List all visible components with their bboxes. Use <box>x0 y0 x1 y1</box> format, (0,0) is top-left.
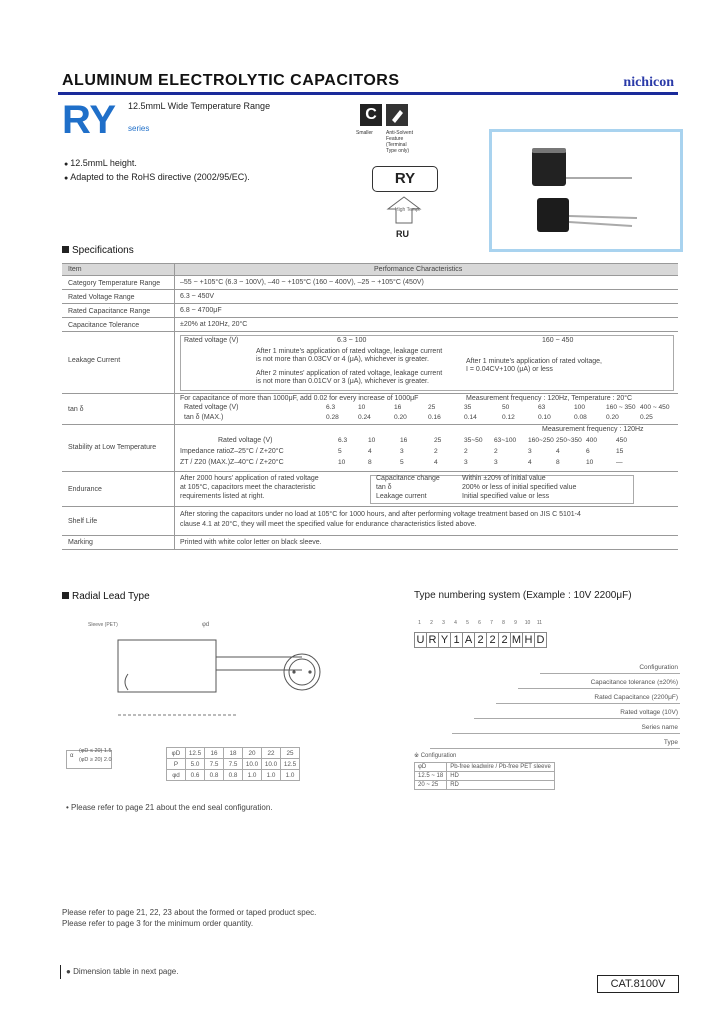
type-legend-item: Rated Capacitance (2200μF) <box>594 694 678 701</box>
dim-cell: 22 <box>262 748 281 759</box>
type-legend-line <box>496 703 680 704</box>
dim-cell: 12.5 <box>186 748 205 759</box>
tan-value-cell: 0.14 <box>464 414 477 421</box>
stab-cell: 160~250 <box>528 437 554 444</box>
stab-cell: 63~100 <box>494 437 517 444</box>
stab-imp-label: Impedance ratio <box>180 448 231 455</box>
tan-voltage-cell: 160 ~ 350 <box>606 404 636 411</box>
dimension-note-text: Dimension table in next page. <box>73 967 179 976</box>
series-badge: RY <box>372 166 438 192</box>
config-table <box>414 762 555 790</box>
tan-voltage-cell: 100 <box>574 404 586 411</box>
leakage-line4: is not more than 0.01CV or 3 (μA), whichever is greater. <box>256 378 429 385</box>
type-index: 4 <box>454 620 457 626</box>
stab-cell: 10 <box>368 437 376 444</box>
type-index: 11 <box>536 620 543 626</box>
config-cell: 20 ~ 25 <box>415 781 447 790</box>
dim-cell: 18 <box>224 748 243 759</box>
config-cell: φD <box>415 763 447 772</box>
config-cell: 12.5 ~ 18 <box>415 772 447 781</box>
leakage-rated-label: Rated voltage (V) <box>184 337 239 344</box>
dim-cell: 1.0 <box>262 770 281 781</box>
stab-r2-label: Z–40°C / Z+20°C <box>230 459 284 466</box>
endurance-text-2: at 105°C, capacitors meet the characteristic <box>180 484 316 491</box>
config-title: ※ Configuration <box>414 753 457 759</box>
radial-section-label: Radial Lead Type <box>62 591 150 602</box>
type-index: 3 <box>442 620 445 626</box>
series-code: RY <box>62 98 117 142</box>
tan-voltage-cell: 63 <box>538 404 546 411</box>
anti-solvent-icon <box>386 104 408 126</box>
stab-cell: 10 <box>338 459 346 466</box>
dim-cell: 25 <box>281 748 300 759</box>
endurance-item-v: Within ±20% of initial value <box>462 475 546 482</box>
type-numbering-title: Type numbering system (Example : 10V 2200μF) <box>414 590 632 601</box>
type-legend-line <box>452 733 680 734</box>
stab-cell: 2 <box>494 448 498 455</box>
spec-value-temp: –55 ~ +105°C (6.3 ~ 100V), –40 ~ +105°C (160 ~ 400V), –25 ~ +105°C (450V) <box>180 279 424 286</box>
feature-item: ● Adapted to the RoHS directive (2002/95/EC). <box>64 171 250 185</box>
dimension-table <box>166 747 300 781</box>
endseal-note: • Please refer to page 21 about the end seal configuration. <box>66 803 273 812</box>
smaller-icon: C <box>360 104 382 126</box>
sleeve-label: Sleeve (PET) <box>88 622 118 628</box>
stab-cell: 4 <box>368 448 372 455</box>
stab-cell: 2 <box>464 448 468 455</box>
spec-item-tolerance: Capacitance Tolerance <box>68 322 140 329</box>
type-char: A <box>462 632 475 648</box>
type-index: 2 <box>430 620 433 626</box>
stab-r1-label: Z–25°C / Z+20°C <box>230 448 284 455</box>
dim-cell: 7.5 <box>205 759 224 770</box>
feature-list <box>64 157 250 185</box>
stab-cell: 4 <box>556 448 560 455</box>
tan-value-cell: 0.28 <box>326 414 339 421</box>
type-char: Y <box>438 632 451 648</box>
tan-volt-label: Rated voltage (V) <box>184 404 239 411</box>
type-index: 10 <box>524 620 531 626</box>
stab-cell: 8 <box>556 459 560 466</box>
leakage-high1: After 1 minute's application of rated voltage, <box>466 358 602 365</box>
stab-cell: 16 <box>400 437 408 444</box>
phi-d-label: φd <box>202 622 210 628</box>
stab-cell: 3 <box>464 459 468 466</box>
tan-voltage-cell: 50 <box>502 404 510 411</box>
stab-cell: 10 <box>586 459 594 466</box>
type-legend-line <box>518 688 680 689</box>
type-char: H <box>522 632 535 648</box>
config-cell: HD <box>447 772 555 781</box>
endurance-item-k: tan δ <box>376 484 392 491</box>
endurance-item-k: Capacitance change <box>376 475 440 482</box>
header-rule <box>58 92 678 95</box>
stab-cell: 250~350 <box>556 437 582 444</box>
dim-cell: 5.0 <box>186 759 205 770</box>
leakage-line1: After 1 minute's application of rated voltage, leakage current <box>256 348 443 355</box>
shelf-text-2: clause 4.1 at 20°C, they will meet the specified value for endurance characteristics listed above. <box>180 521 477 528</box>
series-word: series <box>128 124 150 133</box>
stab-cell: 2 <box>434 448 438 455</box>
stab-cell: 6.3 <box>338 437 348 444</box>
spec-item-endurance: Endurance <box>68 486 102 493</box>
dim-label: P <box>167 759 186 770</box>
dim-cell: 1.0 <box>243 770 262 781</box>
type-index: 8 <box>502 620 505 626</box>
endurance-item-v: Initial specified value or less <box>462 493 550 500</box>
leakage-high2: I = 0.04CV+100 (μA) or less <box>466 366 553 373</box>
tan-note: For capacitance of more than 1000μF, add 0.02 for every increase of 1000μF <box>180 395 419 402</box>
spec-item-leakage: Leakage Current <box>68 357 121 364</box>
type-char: D <box>534 632 547 648</box>
high-temp-label: High Temp. <box>395 207 421 213</box>
spec-item-temp: Category Temperature Range <box>68 280 161 287</box>
dim-cell: 20 <box>243 748 262 759</box>
type-char: M <box>511 634 522 646</box>
stab-cell: 3 <box>494 459 498 466</box>
tan-value-cell: 0.10 <box>538 414 551 421</box>
type-char: 2 <box>486 632 499 648</box>
type-char: U <box>414 632 427 648</box>
spec-item-shelf: Shelf Life <box>68 518 98 525</box>
type-index: 9 <box>514 620 517 626</box>
stab-cell: 4 <box>528 459 532 466</box>
type-char: R <box>426 632 439 648</box>
type-legend-item: Rated voltage (10V) <box>620 709 678 716</box>
spec-item-marking: Marking <box>68 539 93 546</box>
config-cell: Pb-free leadwire / Pb-free PET sleeve <box>447 763 555 772</box>
dim-cell: 10.0 <box>262 759 281 770</box>
stab-cell: 15 <box>616 448 624 455</box>
stab-volt-label: Rated voltage (V) <box>218 437 273 444</box>
stab-cell: 3 <box>400 448 404 455</box>
dimension-note: ● Dimension table in next page. <box>66 967 179 976</box>
stab-cell: 8 <box>368 459 372 466</box>
series-subtitle: 12.5mmL Wide Temperature Range <box>128 101 271 111</box>
shelf-text-1: After storing the capacitors under no load at 105°C for 1000 hours, and after performing voltage treatment based on JIS C 5101-4 <box>180 511 581 518</box>
note-formed: Please refer to page 21, 22, 23 about the formed or taped product spec. <box>62 908 317 917</box>
tan-voltage-cell: 35 <box>464 404 472 411</box>
type-legend-item: Configuration <box>639 664 678 671</box>
type-legend-line <box>540 673 680 674</box>
stab-cell: 5 <box>338 448 342 455</box>
stab-cell: 4 <box>434 459 438 466</box>
catalog-number: CAT.8100V <box>597 975 679 993</box>
type-index: 1 <box>418 620 421 626</box>
stab-cell: 3 <box>528 448 532 455</box>
dim-cell: 0.8 <box>224 770 243 781</box>
stab-cell: 5 <box>400 459 404 466</box>
page-title: ALUMINUM ELECTROLYTIC CAPACITORS <box>62 72 400 89</box>
spec-value-voltage: 6.3 ~ 450V <box>180 293 215 300</box>
tan-value-cell: 0.24 <box>358 414 371 421</box>
badge-sub: RU <box>396 229 409 239</box>
alpha-1: (φD ≤ 20) 1.5 <box>79 748 112 754</box>
dim-cell: 10.0 <box>243 759 262 770</box>
type-legend-item: Type <box>663 739 678 746</box>
stab-cell: — <box>616 459 623 466</box>
dim-cell: 1.0 <box>281 770 300 781</box>
type-legend-line <box>430 748 680 749</box>
config-cell: RD <box>447 781 555 790</box>
dim-label: φD <box>167 748 186 759</box>
spec-header-item: Item <box>68 266 82 273</box>
feature-item: ● 12.5mmL height. <box>64 157 250 171</box>
endurance-text-1: After 2000 hours' application of rated voltage <box>180 475 319 482</box>
radial-lead-diagram <box>62 612 332 742</box>
tan-value-cell: 0.20 <box>394 414 407 421</box>
product-photo <box>489 129 683 252</box>
type-legend-item: Capacitance tolerance (±20%) <box>590 679 678 686</box>
tan-voltage-cell: 400 ~ 450 <box>640 404 670 411</box>
leakage-high-range: 160 ~ 450 <box>542 337 574 344</box>
stab-cell: 6 <box>586 448 590 455</box>
dim-cell: 0.6 <box>186 770 205 781</box>
dim-cell: 7.5 <box>224 759 243 770</box>
spec-item-tan: tan δ <box>68 406 84 413</box>
spec-header-perf: Performance Characteristics <box>374 266 463 273</box>
tan-value-cell: 0.25 <box>640 414 653 421</box>
stab-freq: Measurement frequency : 120Hz <box>542 426 644 433</box>
tan-value-cell: 0.12 <box>502 414 515 421</box>
spec-section-label: Specifications <box>62 245 134 256</box>
tan-value-cell: 0.08 <box>574 414 587 421</box>
alpha-2: (φD ≥ 20) 2.0 <box>79 757 112 763</box>
note-min-order: Please refer to page 3 for the minimum order quantity. <box>62 919 254 928</box>
dim-cell: 12.5 <box>281 759 300 770</box>
stab-cell: 450 <box>616 437 628 444</box>
tan-label: tan δ (MAX.) <box>184 414 224 421</box>
type-legend-line <box>474 718 680 719</box>
smaller-label: Smaller <box>356 130 373 136</box>
type-index: 7 <box>490 620 493 626</box>
endurance-text-3: requirements listed at right. <box>180 493 265 500</box>
dim-label: φd <box>167 770 186 781</box>
alpha-label: α <box>70 753 74 759</box>
tan-voltage-cell: 16 <box>394 404 402 411</box>
brand-logo: nichicon <box>623 75 674 90</box>
spec-table <box>62 263 678 550</box>
spec-value-tolerance: ±20% at 120Hz, 20°C <box>180 321 248 328</box>
type-index: 5 <box>466 620 469 626</box>
tan-voltage-cell: 6.3 <box>326 404 336 411</box>
type-legend-item: Series name <box>641 724 678 731</box>
stab-cell: 25 <box>434 437 442 444</box>
tan-value-cell: 0.16 <box>428 414 441 421</box>
stab-cell: 400 <box>586 437 598 444</box>
tan-voltage-cell: 25 <box>428 404 436 411</box>
type-char: 2 <box>498 632 511 648</box>
spec-item-stab: Stability at Low Temperature <box>68 444 157 451</box>
spec-value-capacitance: 6.8 ~ 4700μF <box>180 307 222 314</box>
tan-freq: Measurement frequency : 120Hz, Temperature : 20°C <box>466 395 633 402</box>
stab-cell: 35~50 <box>464 437 483 444</box>
anti-solvent-label: Anti-Solvent Feature (Terminal Type only) <box>386 130 413 154</box>
stab-zt-label: ZT / Z20 (MAX.) <box>180 459 231 466</box>
tan-value-cell: 0.20 <box>606 414 619 421</box>
leakage-low-range: 6.3 ~ 100 <box>337 337 367 344</box>
spec-item-capacitance: Rated Capacitance Range <box>68 308 151 315</box>
type-char: 2 <box>474 632 487 648</box>
type-char: 1 <box>450 632 463 648</box>
spec-value-marking: Printed with white color letter on black sleeve. <box>180 539 322 546</box>
tan-voltage-cell: 10 <box>358 404 366 411</box>
leakage-line3: After 2 minutes' application of rated voltage, leakage current <box>256 370 443 377</box>
spec-item-voltage: Rated Voltage Range <box>68 294 135 301</box>
dim-cell: 16 <box>205 748 224 759</box>
endurance-item-k: Leakage current <box>376 493 427 500</box>
endurance-item-v: 200% or less of initial specified value <box>462 484 577 491</box>
dim-cell: 0.8 <box>205 770 224 781</box>
leakage-line2: is not more than 0.03CV or 4 (μA), whichever is greater. <box>256 356 429 363</box>
type-index: 6 <box>478 620 481 626</box>
